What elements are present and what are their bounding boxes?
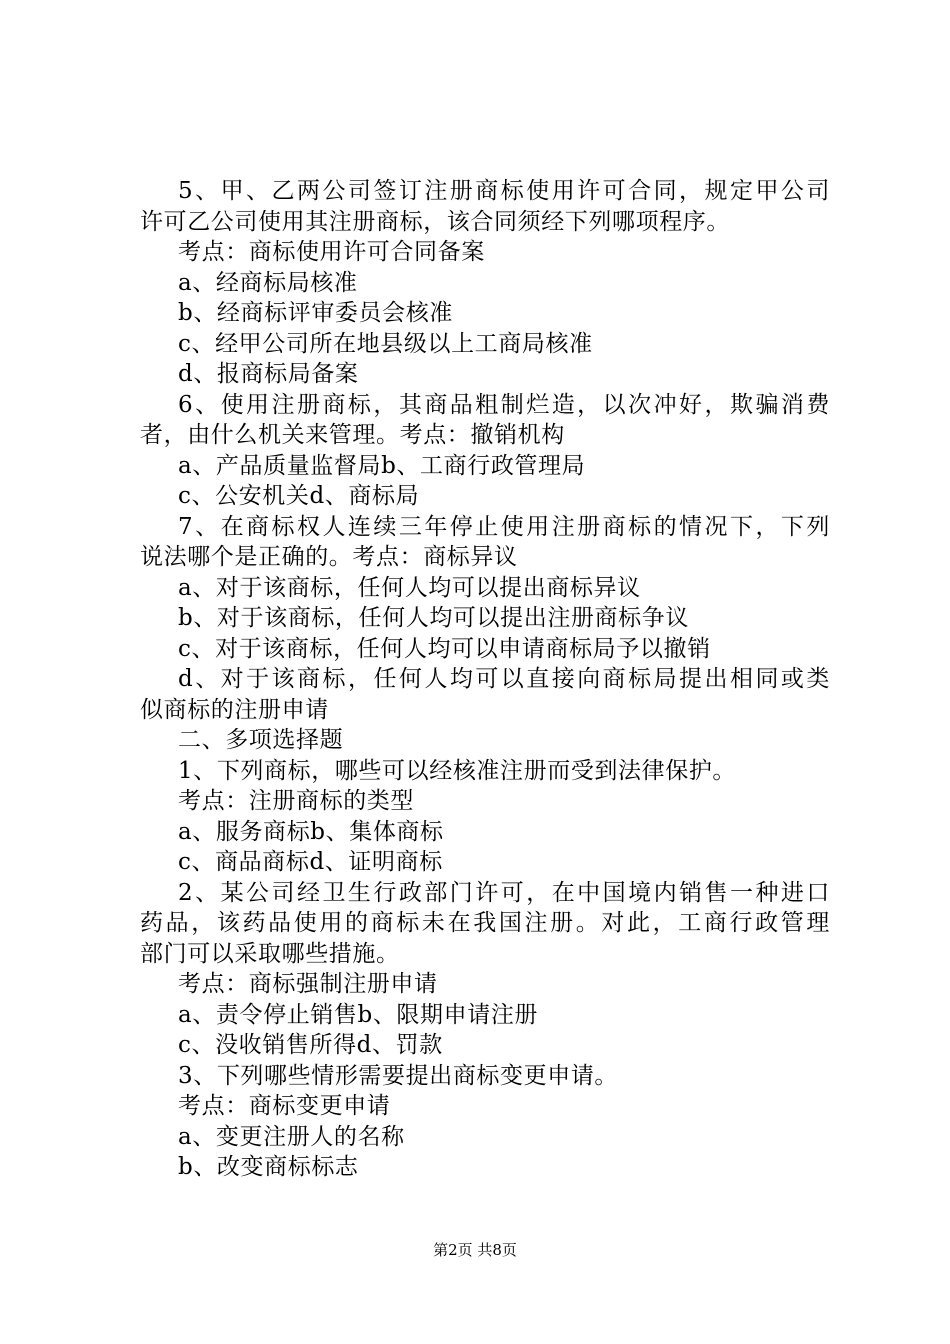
text-line: 许可乙公司使用其注册商标，该合同须经下列哪项程序。 [140, 208, 730, 235]
text-line: 考点：商标变更申请 [178, 1093, 391, 1119]
text-line: 说法哪个是正确的。考点：商标异议 [140, 544, 518, 570]
text-line: 5、甲、乙两公司签订注册商标使用许可合同，规定甲公司 [178, 178, 830, 204]
text-line: 药品，该药品使用的商标未在我国注册。对此，工商行政管理 [140, 910, 830, 936]
text-line: b、经商标评审委员会核准 [178, 300, 453, 326]
text-line: 2、某公司经卫生行政部门许可，在中国境内销售一种进口 [178, 879, 830, 906]
text-line: 考点：商标强制注册申请 [178, 971, 438, 997]
text-line: 6、使用注册商标，其商品粗制烂造，以次冲好，欺骗消费 [178, 391, 830, 418]
text-line: a、产品质量监督局b、工商行政管理局 [178, 452, 586, 479]
text-line: b、改变商标标志 [178, 1154, 359, 1180]
text-line: 3、下列哪些情形需要提出商标变更申请。 [178, 1062, 619, 1089]
page-footer: 第2页 共8页 [433, 1241, 517, 1259]
text-line: a、变更注册人的名称 [178, 1123, 405, 1150]
text-line: 似商标的注册申请 [140, 696, 329, 723]
text-line: a、经商标局核准 [178, 269, 358, 296]
text-line: c、没收销售所得d、罚款 [178, 1032, 443, 1058]
text-line: 者，由什么机关来管理。考点：撤销机构 [140, 422, 565, 448]
text-line: d、对于该商标，任何人均可以直接向商标局提出相同或类 [178, 666, 830, 692]
text-line: 部门可以采取哪些措施。 [140, 940, 400, 967]
text-line: 考点：商标使用许可合同备案 [178, 239, 485, 265]
text-line: d、报商标局备案 [178, 361, 359, 387]
text-line: 1、下列商标，哪些可以经核准注册而受到法律保护。 [178, 757, 737, 784]
text-line: b、对于该商标，任何人均可以提出注册商标争议 [178, 605, 689, 631]
text-line: c、经甲公司所在地县级以上工商局核准 [178, 330, 593, 357]
document-body [140, 176, 830, 1183]
text-line: a、对于该商标，任何人均可以提出商标异议 [178, 574, 641, 601]
text-line: c、对于该商标，任何人均可以申请商标局予以撤销 [178, 635, 711, 662]
text-line: 二、多项选择题 [178, 727, 344, 753]
text-line: a、服务商标b、集体商标 [178, 818, 444, 845]
text-line: c、公安机关d、商标局 [178, 483, 420, 509]
text-line: 考点：注册商标的类型 [178, 788, 414, 814]
text-line: a、责令停止销售b、限期申请注册 [178, 1001, 539, 1028]
text-line: c、商品商标d、证明商标 [178, 849, 443, 875]
text-line: 7、在商标权人连续三年停止使用注册商标的情况下，下列 [178, 513, 830, 540]
